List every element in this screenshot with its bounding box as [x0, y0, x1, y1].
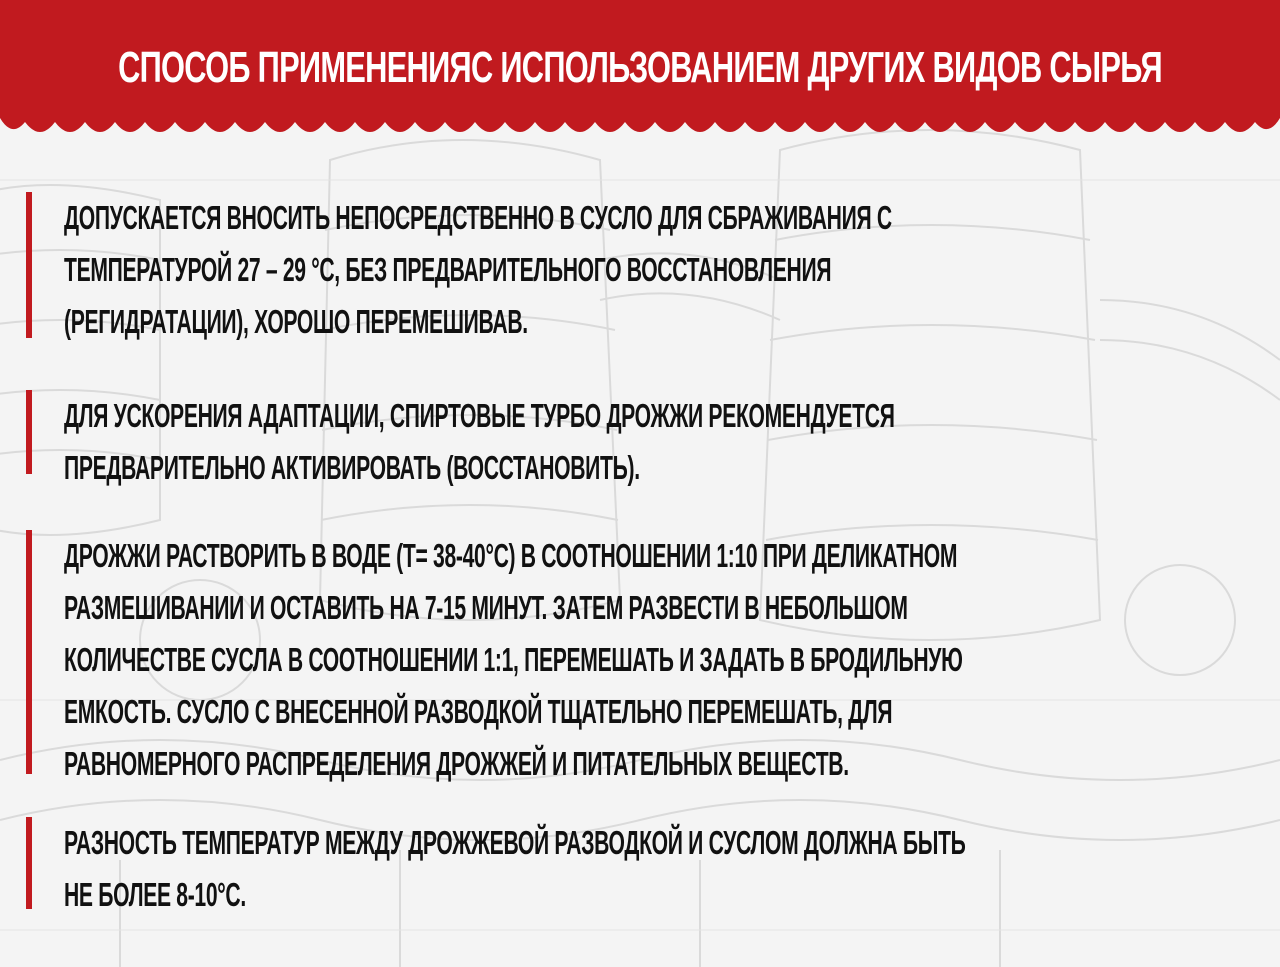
paragraph-text: ДРОЖЖИ РАСТВОРИТЬ В ВОДЕ (Т= 38-40°С) В СООТНОШЕНИИ 1:10 ПРИ ДЕЛИКАТНОМ РАЗМЕШИВАНИИ И ОСТАВИТЬ НА 7-15 МИНУТ. ЗАТЕМ РАЗВЕСТИ В НЕБОЛЬШОМ КОЛИЧЕСТВЕ СУСЛА В СООТНОШЕНИИ 1:1, ПЕРЕМЕШАТЬ И ЗАДАТЬ В БРОДИЛЬНУЮ ЕМКОСТЬ. СУСЛО С ВНЕСЕННОЙ РАЗВОДКОЙ ТЩАТЕЛЬНО ПЕРЕМЕШАТЬ, ДЛЯ РАВНОМЕРНОГО РАСПРЕДЕЛЕНИЯ ДРОЖЖЕЙ И ПИТАТЕЛЬНЫХ ВЕЩЕСТВ.	[64, 537, 963, 782]
paragraph-text: ДОПУСКАЕТСЯ ВНОСИТЬ НЕПОСРЕДСТВЕННО В СУСЛО ДЛЯ СБРАЖИВАНИЯ С ТЕМПЕРАТУРОЙ 27 – 29 °С, БЕЗ ПРЕДВАРИТЕЛЬНОГО ВОССТАНОВЛЕНИЯ (РЕГИДРАТАЦИИ), ХОРОШО ПЕРЕМЕШИВАВ.	[64, 199, 892, 340]
page-title: СПОСОБ ПРИМЕНЕНИЯС ИСПОЛЬЗОВАНИЕМ ДРУГИХ ВИДОВ СЫРЬЯ	[118, 43, 1162, 92]
paragraph-text: РАЗНОСТЬ ТЕМПЕРАТУР МЕЖДУ ДРОЖЖЕВОЙ РАЗВОДКОЙ И СУСЛОМ ДОЛЖНА БЫТЬ НЕ БОЛЕЕ 8-10°С.	[64, 824, 966, 913]
accent-bar	[26, 530, 32, 774]
accent-bar	[26, 192, 32, 338]
paragraph-text: ДЛЯ УСКОРЕНИЯ АДАПТАЦИИ, СПИРТОВЫЕ ТУРБО ДРОЖЖИ РЕКОМЕНДУЕТСЯ ПРЕДВАРИТЕЛЬНО АКТИВИРОВАТЬ (ВОССТАНОВИТЬ).	[64, 397, 895, 486]
accent-bar	[26, 817, 32, 909]
accent-bar	[26, 390, 32, 474]
